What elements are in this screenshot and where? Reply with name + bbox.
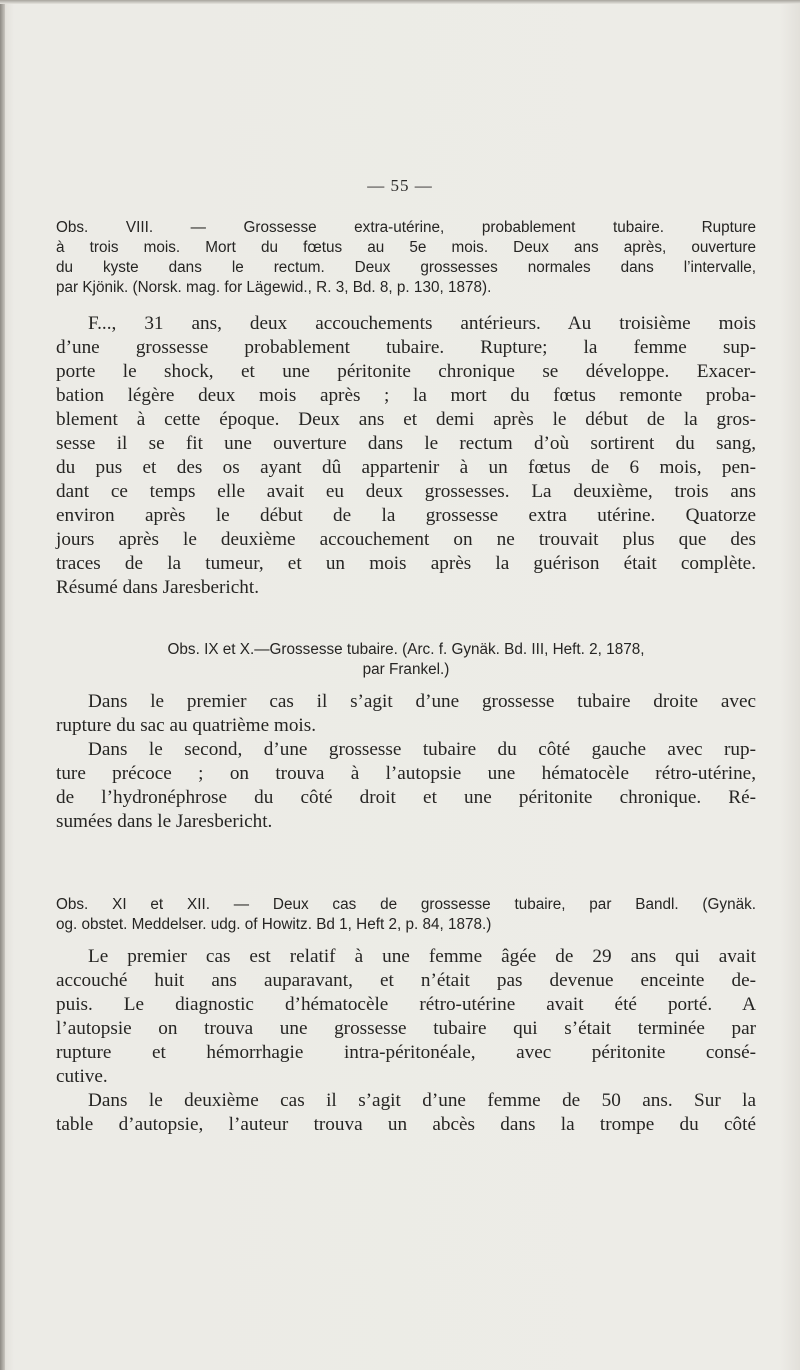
observation-8-text — [56, 312, 756, 600]
text-line: sumées dans le Jaresbericht. — [56, 811, 273, 832]
text-line: Le premier cas est relatif à une femme âgée de 29 ans qui avait — [88, 946, 756, 967]
observation-9-10-header — [56, 640, 756, 680]
text-line: rupture du sac au quatrième mois. — [56, 715, 317, 736]
text-line: porte le shock, et une péritonite chronique se développe. Exacer- — [56, 361, 756, 382]
text-line: Dans le deuxième cas il s’agit d’une femme de 50 ans. Sur la — [88, 1090, 756, 1111]
page-edge-shadow — [0, 0, 5, 1370]
page-number: — 55 — — [367, 176, 433, 195]
text-line: Résumé dans Jaresbericht. — [56, 577, 260, 598]
text-line: rupture et hémorrhagie intra-péritonéale, avec péritonite consé- — [56, 1042, 756, 1063]
text-line: sesse il se fit une ouverture dans le rectum d’où sortirent du sang, — [56, 433, 756, 454]
text-line: bation légère deux mois après ; la mort du fœtus remonte proba- — [56, 385, 756, 406]
note-line: og. obstet. Meddelser. udg. of Howitz. Bd 1, Heft 2, p. 84, 1878.) — [56, 916, 492, 933]
text-line: traces de la tumeur, et un mois après la guérison était complète. — [56, 553, 756, 574]
observation-9-10-text — [56, 690, 756, 834]
observation-8-header — [56, 218, 756, 298]
note-line: à trois mois. Mort du fœtus au 5e mois. Deux ans après, ouverture — [56, 239, 756, 256]
text-line: de l’hydronéphrose du côté droit et une péritonite chronique. Ré- — [56, 787, 756, 808]
text-line: Dans le premier cas il s’agit d’une grossesse tubaire droite avec — [88, 691, 756, 712]
text-line: accouché huit ans auparavant, et n’était pas devenue enceinte de- — [56, 970, 756, 991]
text-line: d’une grossesse probablement tubaire. Rupture; la femme sup- — [56, 337, 756, 358]
observation-11-12-header — [56, 895, 756, 935]
note-line: du kyste dans le rectum. Deux grossesses normales dans l’intervalle, — [56, 259, 756, 276]
text-line: dant ce temps elle avait eu deux grossesses. La deuxième, trois ans — [56, 481, 756, 502]
text-line: ture précoce ; on trouva à l’autopsie une hématocèle rétro-utérine, — [56, 763, 756, 784]
text-line: puis. Le diagnostic d’hématocèle rétro-utérine avait été porté. A — [56, 994, 756, 1015]
note-line: par Kjönik. (Norsk. mag. for Lägewid., R. 3, Bd. 8, p. 130, 1878). — [56, 279, 492, 296]
note-line: Obs. XI et XII. — Deux cas de grossesse tubaire, par Bandl. (Gynäk. — [56, 896, 756, 913]
text-line: F..., 31 ans, deux accouchements antérieurs. Au troisième mois — [88, 313, 756, 334]
observation-11-12-text — [56, 945, 756, 1137]
note-line: Obs. VIII. — Grossesse extra-utérine, probablement tubaire. Rupture — [56, 219, 756, 236]
text-line: l’autopsie on trouva une grossesse tubaire qui s’était terminée par — [56, 1018, 756, 1039]
text-line: du pus et des os ayant dû appartenir à un fœtus de 6 mois, pen- — [56, 457, 756, 478]
text-line: cutive. — [56, 1066, 108, 1087]
text-line: environ après le début de la grossesse extra utérine. Quatorze — [56, 505, 756, 526]
text-line: Dans le second, d’une grossesse tubaire du côté gauche avec rup- — [88, 739, 756, 760]
page-top-edge — [0, 0, 800, 4]
note-line: Obs. IX et X.—Grossesse tubaire. (Arc. f. Gynäk. Bd. III, Heft. 2, 1878, — [167, 641, 645, 658]
note-line: par Frankel.) — [362, 661, 450, 678]
text-line: jours après le deuxième accouchement on ne trouvait plus que des — [56, 529, 756, 550]
text-line: blement à cette époque. Deux ans et demi après le début de la gros- — [56, 409, 756, 430]
text-line: table d’autopsie, l’auteur trouva un abcès dans la trompe du côté — [56, 1114, 756, 1135]
